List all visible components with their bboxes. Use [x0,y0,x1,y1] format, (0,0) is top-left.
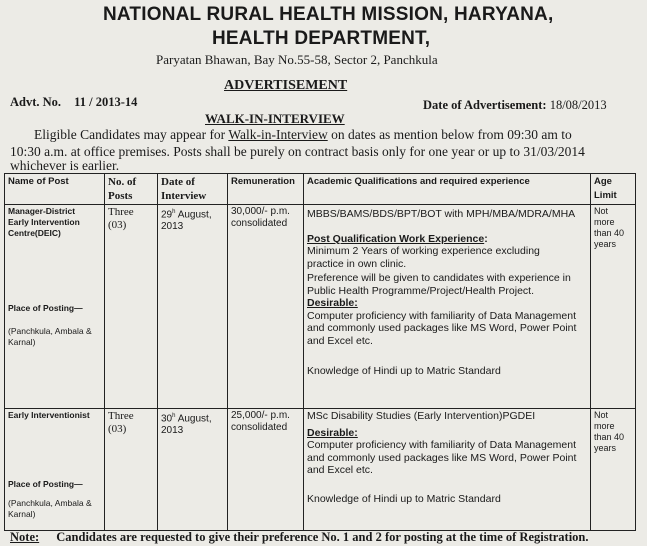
header-no-posts: No. of Posts [105,174,158,205]
desirable-title: Desirable: [307,426,358,439]
org-title-line1: NATIONAL RURAL HEALTH MISSION, HARYANA, [103,4,554,25]
age-limit-cell: Not more than 40 years [591,409,636,531]
post-qualification-title: Post Qualification Work Experience: [307,232,488,245]
interview-date-cell: 30$^h$ August, 2013 [158,409,228,531]
intro-part2: on dates as mention below from 09:30 am to [327,127,572,142]
place-of-posting: (Panchkula, Ambala & Karnal) [8,498,92,519]
walk-in-heading: WALK-IN-INTERVIEW [205,111,345,126]
desirable-title: Desirable: [307,297,358,309]
qualifications-cell: MBBS/BAMS/BDS/BPT/BOT with MPH/MBA/MDRA/MHA Post Qualification Work Experience: Minimum 2 Years of working experience excluding practice in own clinic. Preference will be given to candidates with experience in Public Health Programme/Project/Health Project. Desirable: Computer proficiency with familiarity of Data Management and commonly used packages like MS Word, Power Point and Excel etc. Knowledge of Hindi up to Matric Standard [304,205,591,409]
age-limit-cell: Not more than 40 years [591,205,636,409]
qualifications-cell: MSc Disability Studies (Early Intervention)PGDEI Desirable: Computer proficiency with familiarity of Data Management and commonly used packages like MS Word, Power Point and Excel etc. Knowledge of Hindi up to Matric Standard [304,409,591,531]
interview-date-cell: 29$^h$ August, 2013 [158,205,228,409]
advt-number-value: 11 / 2013-14 [74,95,138,109]
no-posts-cell: Three (03) [105,205,158,409]
header-qualifications: Academic Qualifications and required experience [304,174,591,205]
intro-line3: whichever is earlier. [10,158,120,173]
org-address: Paryatan Bhawan, Bay No.55-58, Sector 2, Panchkula [156,52,438,67]
place-label: Place of Posting— [8,303,83,313]
intro-part1: Eligible Candidates may appear for [34,127,229,142]
org-title-line2: HEALTH DEPARTMENT, [212,28,431,49]
remuneration-cell: 25,000/- p.m. consolidated [228,409,304,531]
note [10,530,589,545]
post-name: Manager-District Early Intervention Centre(DEIC) [8,206,80,238]
remuneration-cell: 30,000/- p.m. consolidated [228,205,304,409]
post-cell [5,409,105,531]
hindi-requirement: Knowledge of Hindi up to Matric Standard [307,365,501,377]
walk-in-link-text: Walk-in-Interview [228,127,328,142]
advertisement-date-label: Date of Advertisement: [423,98,547,112]
note-text: Candidates are requested to give their preference No. 1 and 2 for posting at the time of Registration. [56,530,589,544]
hindi-requirement: Knowledge of Hindi up to Matric Standard [307,492,501,505]
place-of-posting: (Panchkula, Ambala & Karnal) [8,326,92,347]
qualification-main: MBBS/BAMS/BDS/BPT/BOT with MPH/MBA/MDRA/MHA [307,208,576,220]
advertisement-heading: ADVERTISEMENT [224,78,348,93]
header-remuneration: Remuneration [228,174,304,205]
place-label: Place of Posting— [8,479,83,489]
intro-line2: 10:30 a.m. at office premises. Posts shall be purely on contract basis only for one year or up to 31/03/2014 [10,144,585,159]
advertisement-date-value: 18/08/2013 [549,98,607,112]
table-row [5,409,636,531]
advertisement-date [423,98,607,113]
header-post: Name of Post [5,174,105,205]
posts-table [4,173,636,531]
table-row [5,205,636,409]
post-cell [5,205,105,409]
no-posts-cell: Three (03) [105,409,158,531]
advt-number-label: Advt. No. [10,95,62,109]
advt-number [10,95,137,110]
table-header-row [5,174,636,205]
header-date: Date of Interview [158,174,228,205]
intro-line1 [34,127,572,143]
post-name: Early Interventionist [8,410,90,420]
header-age-limit: Age Limit [591,174,636,205]
note-label: Note: [10,530,40,544]
qualification-main: MSc Disability Studies (Early Intervention)PGDEI [307,410,536,422]
